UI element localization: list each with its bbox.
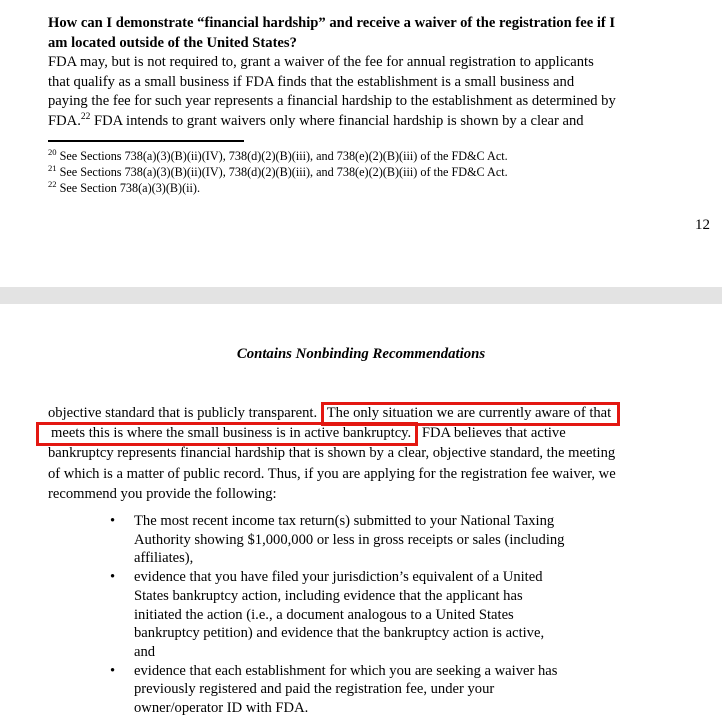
bullet-line: evidence that each establishment for which you are seeking a waiver has (134, 662, 558, 679)
question-heading (48, 14, 674, 53)
bullet-item (48, 568, 674, 662)
paragraph-line (48, 403, 674, 423)
bullet-item (48, 662, 674, 718)
footnote-text: See Section 738(a)(3)(B)(ii). (59, 181, 201, 196)
bullet-content (134, 568, 544, 662)
footnote-21 (48, 164, 674, 180)
body-text: objective standard that is publicly transparent. (48, 405, 321, 421)
body-line: paying the fee for such year represents a financial hardship to the establishment as determined by (48, 93, 616, 110)
footnote-22 (48, 180, 674, 196)
annotation-box-2: meets this is where the small business is in active bankruptcy. (36, 422, 418, 446)
footnotes-block (48, 148, 674, 197)
body-text: FDA. (48, 113, 81, 130)
bullet-content (134, 512, 564, 568)
footnote-text: See Sections 738(a)(3)(B)(ii)(IV), 738(d)(2)(B)(iii), and 738(e)(2)(B)(iii) of the FD&C Act. (59, 148, 508, 163)
paragraph-line (48, 423, 674, 443)
body-text: FDA believes that active (418, 425, 566, 442)
running-header: Contains Nonbinding Recommendations (236, 346, 486, 362)
pdf-page-13 (0, 304, 722, 717)
bullet-line: evidence that you have filed your jurisdiction’s equivalent of a United (134, 569, 543, 586)
footnote-text: See Sections 738(a)(3)(B)(ii)(IV), 738(d)(2)(B)(iii), and 738(e)(2)(B)(iii) of the FD&C Act. (59, 165, 508, 180)
paragraph-line: recommend you provide the following: (48, 485, 277, 502)
body-line (48, 112, 674, 132)
bullet-marker: • (110, 662, 116, 679)
bullet-item (48, 512, 674, 568)
bullet-marker: • (110, 569, 116, 586)
page-gap-separator (0, 287, 722, 304)
bullet-line: Authority showing $1,000,000 or less in gross receipts or sales (including (134, 531, 565, 548)
bullet-line: previously registered and paid the registration fee, under your (134, 681, 495, 698)
bullet-line: owner/operator ID with FDA. (134, 700, 309, 717)
body-paragraph (48, 403, 674, 504)
heading-line: am located outside of the United States? (48, 34, 297, 51)
body-line: that qualify as a small business if FDA finds that the establishment is a small business and (48, 73, 575, 90)
bullet-marker: • (110, 513, 116, 530)
answer-paragraph (48, 53, 674, 132)
footnote-separator (48, 140, 244, 142)
bullet-line: affiliates), (134, 550, 194, 567)
bullet-line: initiated the action (i.e., a document analogous to a United States (134, 606, 514, 623)
footnote-20 (48, 148, 674, 164)
footnote-marker: 22 (48, 179, 57, 190)
footnote-marker: 21 (48, 163, 57, 174)
bullet-line: The most recent income tax return(s) submitted to your National Taxing (134, 513, 555, 530)
page-number: 12 (695, 217, 710, 233)
bullet-content (134, 662, 557, 718)
paragraph-line: of which is a matter of public record. Thus, if you are applying for the registration fee waiver, we (48, 465, 616, 482)
body-text: FDA intends to grant waivers only where financial hardship is shown by a clear and (90, 113, 584, 130)
body-line: FDA may, but is not required to, grant a waiver of the fee for annual registration to applicants (48, 54, 594, 70)
heading-line: How can I demonstrate “financial hardship” and receive a waiver of the registration fee if I (48, 15, 616, 31)
annotation-box-1: The only situation we are currently aware of that (321, 402, 620, 426)
paragraph-line: bankruptcy represents financial hardship that is shown by a clear, objective standard, the meeting (48, 445, 616, 462)
footnote-marker: 20 (48, 146, 57, 157)
pdf-page-12 (0, 0, 722, 287)
bullet-line: States bankruptcy action, including evidence that the applicant has (134, 587, 523, 604)
bullet-line: and (134, 643, 156, 660)
bullet-line: bankruptcy petition) and evidence that the bankruptcy action is active, (134, 625, 545, 642)
bullet-list (48, 512, 674, 718)
footnote-ref-22: 22 (80, 112, 91, 123)
